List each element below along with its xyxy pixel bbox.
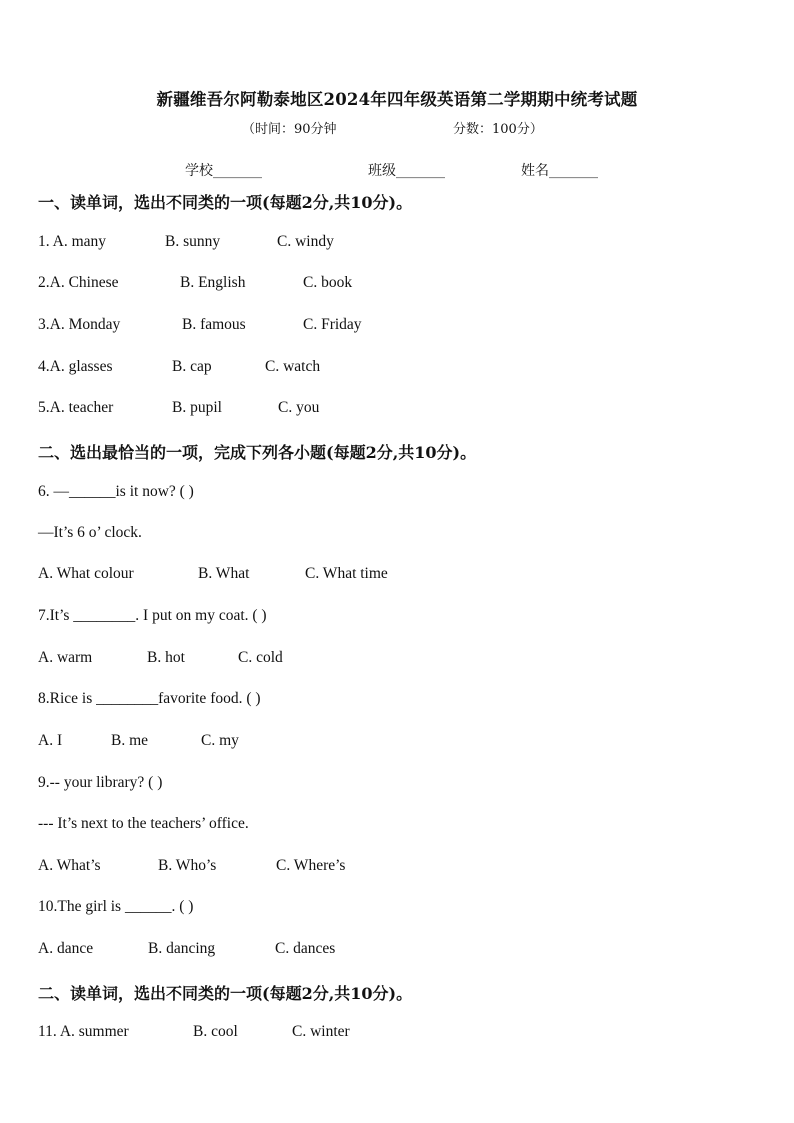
question-5-option-b: B. pupil bbox=[172, 399, 222, 416]
school-field: 学校_______ bbox=[185, 163, 262, 179]
question-6-stem: 6. —______is it now? ( ) bbox=[38, 483, 194, 500]
question-11-option-a: 11. A. summer bbox=[38, 1023, 129, 1040]
question-9-option-c: C. Where’s bbox=[276, 857, 346, 874]
question-2-option-b: B. English bbox=[180, 274, 246, 291]
question-4-option-c: C. watch bbox=[265, 358, 321, 375]
question-8-stem: 8.Rice is ________favorite food. ( ) bbox=[38, 690, 261, 707]
question-6-option-b: B. What bbox=[198, 565, 250, 582]
question-10-option-c: C. dances bbox=[275, 940, 336, 957]
question-7-option-a: A. warm bbox=[38, 649, 93, 666]
question-1-option-b: B. sunny bbox=[165, 233, 221, 250]
question-8-option-b: B. me bbox=[111, 732, 149, 749]
question-3-option-c: C. Friday bbox=[303, 316, 362, 333]
question-8-option-c: C. my bbox=[201, 732, 239, 749]
question-7-option-b: B. hot bbox=[147, 649, 185, 666]
question-10-option-b: B. dancing bbox=[148, 940, 216, 957]
section-heading-2: 二、选出最恰当的一项，完成下列各小题(每题2分,共10分)。 bbox=[38, 443, 477, 462]
question-9-option-a: A. What’s bbox=[38, 857, 101, 874]
question-7-stem: 7.It’s ________. I put on my coat. ( ) bbox=[38, 607, 267, 624]
section-heading-1: 一、读单词，选出不同类的一项(每题2分,共10分)。 bbox=[38, 193, 413, 212]
question-1-option-c: C. windy bbox=[277, 233, 334, 250]
question-10-option-a: A. dance bbox=[38, 940, 94, 957]
question-2-option-c: C. book bbox=[303, 274, 353, 291]
page-title: 新疆维吾尔阿勒泰地区2024年四年级英语第二学期期中统考试题 bbox=[156, 90, 638, 109]
question-6-reply: —It’s 6 o’ clock. bbox=[38, 524, 142, 541]
class-field: 班级_______ bbox=[368, 163, 445, 179]
question-6-option-a: A. What colour bbox=[38, 565, 134, 582]
exam-time: （时间：90分钟 bbox=[242, 122, 337, 137]
question-9-stem: 9.-- your library? ( ) bbox=[38, 774, 163, 791]
question-3-option-b: B. famous bbox=[182, 316, 246, 333]
question-2-option-a: 2.A. Chinese bbox=[38, 274, 119, 291]
question-10-stem: 10.The girl is ______. ( ) bbox=[38, 898, 194, 915]
question-3-option-a: 3.A. Monday bbox=[38, 316, 121, 333]
question-1-option-a: 1. A. many bbox=[38, 233, 107, 250]
section-heading-3: 二、读单词，选出不同类的一项(每题2分,共10分)。 bbox=[38, 984, 413, 1003]
question-9-reply: --- It’s next to the teachers’ office. bbox=[38, 815, 249, 832]
question-4-option-a: 4.A. glasses bbox=[38, 358, 113, 375]
name-field: 姓名_______ bbox=[521, 163, 598, 179]
question-11-option-b: B. cool bbox=[193, 1023, 238, 1040]
question-4-option-b: B. cap bbox=[172, 358, 212, 375]
question-6-option-c: C. What time bbox=[305, 565, 388, 582]
question-8-option-a: A. I bbox=[38, 732, 63, 749]
question-9-option-b: B. Who’s bbox=[158, 857, 217, 874]
question-7-option-c: C. cold bbox=[238, 649, 283, 666]
question-11-option-c: C. winter bbox=[292, 1023, 350, 1040]
exam-score: 分数：100分） bbox=[453, 122, 543, 137]
question-5-option-a: 5.A. teacher bbox=[38, 399, 114, 416]
question-5-option-c: C. you bbox=[278, 399, 320, 416]
